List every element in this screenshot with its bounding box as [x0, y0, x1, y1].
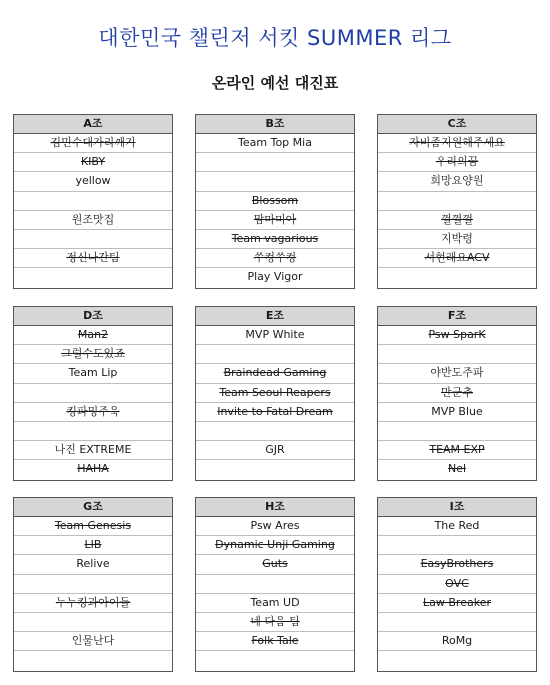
team-row: 원조맛집 — [14, 211, 172, 230]
team-row-eliminated: LIB — [14, 536, 172, 555]
group-header: I조 — [378, 498, 536, 517]
team-row-eliminated: 그럴수도있죠 — [14, 345, 172, 364]
group-header: B조 — [196, 115, 354, 134]
group-box — [13, 114, 173, 289]
team-row: Relive — [14, 555, 172, 574]
group-box — [13, 497, 173, 672]
team-row — [196, 460, 354, 479]
team-row-eliminated: 맘마미아 — [196, 211, 354, 230]
team-row — [196, 172, 354, 191]
team-row-eliminated: Team Seoul Reapers — [196, 384, 354, 403]
team-row-eliminated: Blossom — [196, 192, 354, 211]
team-row: Team Lip — [14, 364, 172, 383]
team-row-eliminated: Dynamic Unji Gaming — [196, 536, 354, 555]
group-header: H조 — [196, 498, 354, 517]
group-header: F조 — [378, 307, 536, 326]
group-box — [195, 114, 355, 289]
group-box — [195, 497, 355, 672]
team-row-eliminated: OVC — [378, 575, 536, 594]
team-row-eliminated: 자비좀지원해주세요 — [378, 134, 536, 153]
team-row — [378, 192, 536, 211]
team-row — [378, 268, 536, 287]
team-row-eliminated: 네 다음 팀 — [196, 613, 354, 632]
team-row — [14, 575, 172, 594]
team-row-eliminated: KIBY — [14, 153, 172, 172]
team-row — [196, 575, 354, 594]
team-row-eliminated: Man2 — [14, 326, 172, 345]
team-row — [14, 422, 172, 441]
team-row: RoMg — [378, 632, 536, 651]
team-row-eliminated: Team vagarious — [196, 230, 354, 249]
team-row-eliminated: 만군추 — [378, 384, 536, 403]
team-row: MVP White — [196, 326, 354, 345]
team-row: Team UD — [196, 594, 354, 613]
group-header: A조 — [14, 115, 172, 134]
team-row: 야반도주파 — [378, 364, 536, 383]
team-row-eliminated: Team Genesis — [14, 517, 172, 536]
team-row — [14, 230, 172, 249]
group-header: E조 — [196, 307, 354, 326]
team-row — [14, 613, 172, 632]
team-row-eliminated: 킹파밍주욱 — [14, 403, 172, 422]
team-row — [196, 651, 354, 670]
team-row-eliminated: 누누킹과아이들 — [14, 594, 172, 613]
page-title: 대한민국 챌린저 서킷 SUMMER 리그 — [98, 26, 452, 50]
team-row-eliminated: 쑤컹쑤컹 — [196, 249, 354, 268]
team-row — [378, 536, 536, 555]
team-row: Psw Ares — [196, 517, 354, 536]
team-row-eliminated: 정신나간팀 — [14, 249, 172, 268]
team-row — [196, 422, 354, 441]
team-row: GJR — [196, 441, 354, 460]
team-row — [14, 192, 172, 211]
team-row: 지박령 — [378, 230, 536, 249]
team-row — [14, 268, 172, 287]
group-header: D조 — [14, 307, 172, 326]
team-row: 인물난다 — [14, 632, 172, 651]
team-row — [378, 345, 536, 364]
team-row: MVP Blue — [378, 403, 536, 422]
team-row — [14, 384, 172, 403]
team-row-eliminated: 김민수대가리깨기 — [14, 134, 172, 153]
team-row-eliminated: Nel — [447, 462, 467, 476]
team-row-eliminated: 서현래요ACV — [378, 249, 536, 268]
team-row — [378, 613, 536, 632]
team-row-eliminated: EasyBrothers — [378, 555, 536, 574]
team-row — [378, 651, 536, 670]
group-header: G조 — [14, 498, 172, 517]
team-row: The Red — [378, 517, 536, 536]
team-row-eliminated: Law Breaker — [378, 594, 536, 613]
team-row: Play Vigor — [247, 270, 303, 284]
team-row — [196, 345, 354, 364]
team-row: Team Top Mia — [196, 134, 354, 153]
team-row — [196, 153, 354, 172]
team-row: 나진 EXTREME — [14, 441, 172, 460]
group-box — [13, 306, 173, 481]
team-row-eliminated: 우리의꿈 — [378, 153, 536, 172]
team-row-eliminated: Braindead Gaming — [196, 364, 354, 383]
team-row-eliminated: HAHA — [77, 462, 109, 476]
team-row-eliminated: Psw SparK — [378, 326, 536, 345]
team-row-eliminated: TEAM EXP — [378, 441, 536, 460]
team-row-eliminated: 껄껄껄 — [378, 211, 536, 230]
group-box — [377, 114, 537, 289]
team-row — [378, 422, 536, 441]
group-box — [377, 497, 537, 672]
team-row-eliminated: Folk Tale — [196, 632, 354, 651]
team-row — [14, 651, 172, 670]
group-box — [377, 306, 537, 481]
group-header: C조 — [378, 115, 536, 134]
group-box — [195, 306, 355, 481]
team-row-eliminated: Invite to Fatal Dream — [196, 403, 354, 422]
team-row-eliminated: Guts — [196, 555, 354, 574]
team-row: 희망요양원 — [378, 172, 536, 191]
team-row: yellow — [14, 172, 172, 191]
page-subtitle: 온라인 예선 대진표 — [211, 74, 339, 92]
